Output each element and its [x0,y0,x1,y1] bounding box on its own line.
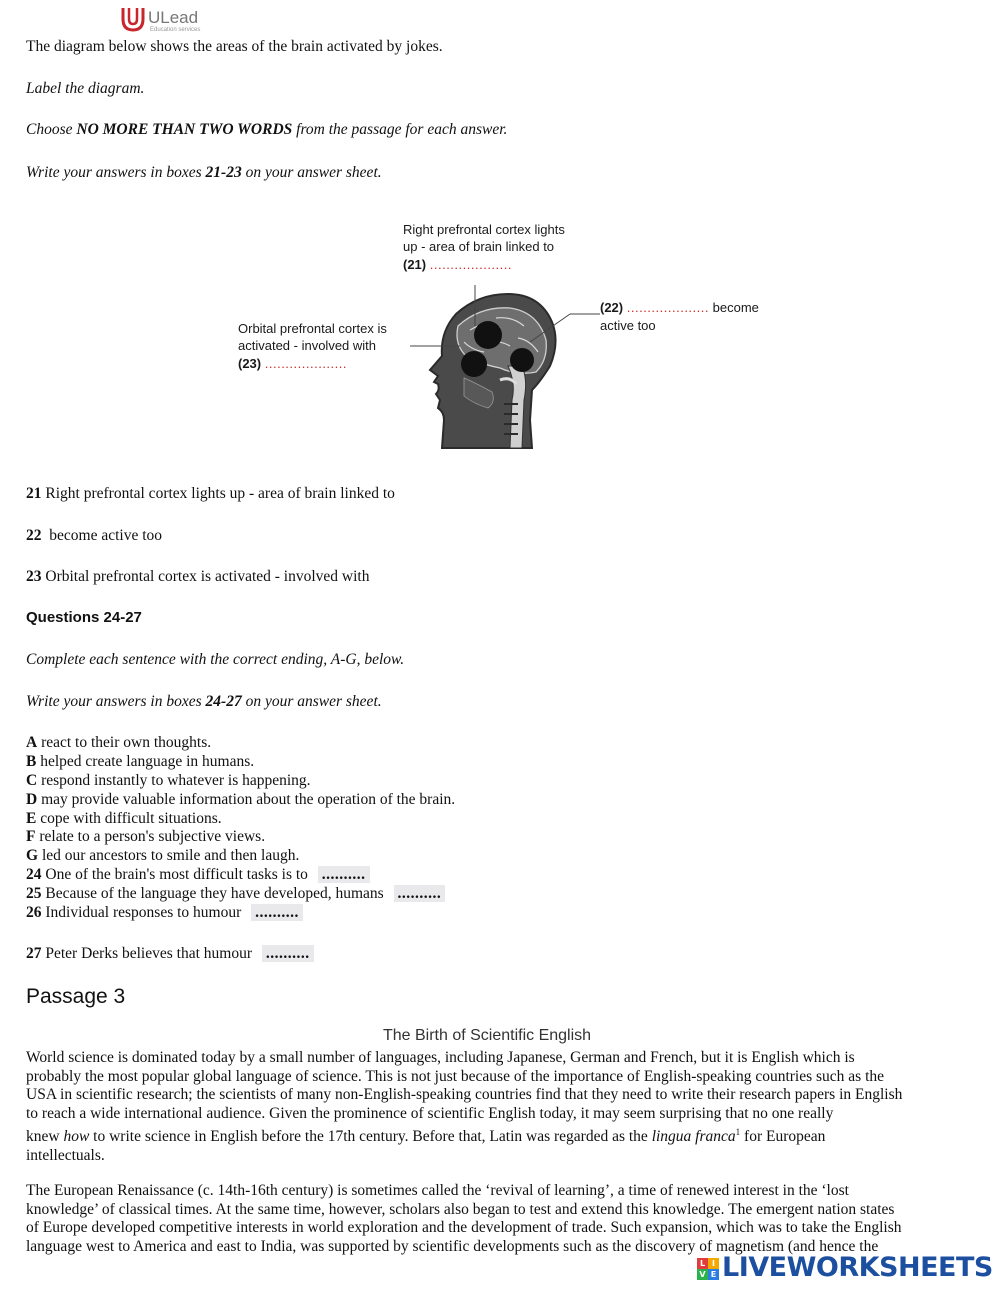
ending-e: E cope with difficult situations. [26,810,222,827]
liveworksheets-text: LIVEWORKSHEETS [722,1252,993,1283]
ending-b: B helped create language in humans. [26,753,255,770]
question-23[interactable]: 23 Orbital prefrontal cortex is activated - involved with [26,568,370,585]
passage-title: The Birth of Scientific English [382,1027,592,1044]
answer-box-25[interactable]: .......... [394,885,446,902]
ulead-logo-icon [120,5,146,33]
ulead-logo-subtext: Education services [150,27,201,33]
blank-21: .................... [429,257,512,272]
label-23-line-1: Orbital prefrontal cortex is [238,321,387,336]
answer-box-26[interactable]: .......... [251,904,303,921]
passage-paragraph-1: World science is dominated today by a small number of languages, including Japanese, German and French, but it is English which is probably the most popular global language of science. This is not just because of the importance of English-speaking countries such as the USA in scientific research; the scientists of many non-English-speaking countries find that they need to write their research papers in English to reach a wide international audience. Given the prominence of scientific English today, it may seem surprising that no one really knew how to write science in English before the 17th century. Before that, Latin was regarded as the lingua franca$^1$ for European intellectuals. [26,1049,903,1165]
intro-line-2: Label the diagram. [26,80,145,97]
question-27: 27 Peter Derks believes that humour .......... [26,945,314,963]
label-23-line-2: activated - involved with [238,338,377,353]
blank-22: .................... [626,300,709,315]
ending-d: D may provide valuable information about the operation of the brain. [26,791,456,808]
blank-23: .................... [264,356,347,371]
section2-instruction-1: Complete each sentence with the correct ending, A-G, below. [26,651,405,668]
ulead-logo-text: ULead [148,8,199,27]
passage-paragraph-2: The European Renaissance (c. 14th-16th century) is sometimes called the ‘revival of learning’, a time of renewed interest in the ‘lost knowledge’ of classical times. At the same time, however, scholars also began to test and extend this knowledge. The emergent nation states of Europe developed competitive interests in world exploration and the development of trade. Such expansion, which was to take the English language west to America and east to India, was supported by scientific developments such as the discovery of magnetism (and hence the [26,1182,902,1255]
ending-g: G led our ancestors to smile and then laugh. [26,847,300,864]
answer-box-27[interactable]: .......... [262,945,314,962]
label-21-line-2: up - area of brain linked to [403,239,555,254]
question-22[interactable]: 22 become active too [26,527,163,544]
label-21-line-3: (21) .................... [403,257,512,272]
diagram-leader-lines [400,280,600,390]
ending-a: A react to their own thoughts. [26,734,212,751]
label-22-line-2: active too [600,318,656,333]
question-21[interactable]: 21 Right prefrontal cortex lights up - area of brain linked to [26,485,395,502]
question-24: 24 One of the brain's most difficult tasks is to .......... [26,866,370,884]
ending-c: C respond instantly to whatever is happening. [26,772,311,789]
passage-heading: Passage 3 [26,985,126,1008]
question-26: 26 Individual responses to humour .......... [26,904,303,922]
label-23-line-3: (23) .................... [238,356,347,371]
live-badge: L I V E [697,1258,719,1280]
answer-box-24[interactable]: .......... [318,866,370,883]
question-25: 25 Because of the language they have developed, humans .......... [26,885,445,903]
intro-line-1: The diagram below shows the areas of the brain activated by jokes. [26,38,443,55]
label-21-line-1: Right prefrontal cortex lights [403,222,565,237]
ending-f: F relate to a person's subjective views. [26,828,266,845]
section-heading-24-27: Questions 24-27 [26,609,142,626]
intro-line-4: Write your answers in boxes 21-23 on your answer sheet. [26,164,382,181]
section2-instruction-2: Write your answers in boxes 24-27 on your answer sheet. [26,693,382,710]
label-22-line-1: (22) .................... become [600,300,759,315]
intro-line-3: Choose NO MORE THAN TWO WORDS from the passage for each answer. [26,121,508,138]
